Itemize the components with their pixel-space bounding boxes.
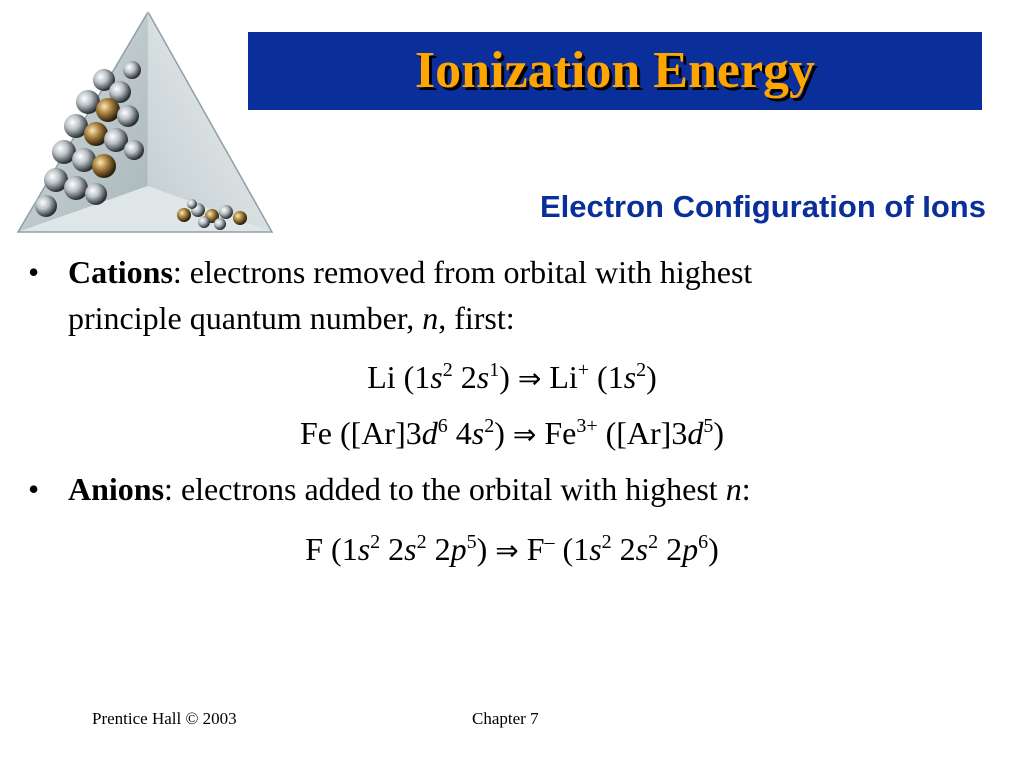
equation-iron: Fe ($[Ar]3d^6$ $4s^2$) ⇒ $Fe^{3+}$ $([Ar]3d^5)$ [300, 415, 724, 451]
slide-title: Ionization Energy [414, 42, 816, 99]
var-n: n [725, 471, 742, 507]
implies-arrow-icon: ⇒ [495, 534, 519, 567]
cations-line1: : electrons removed from orbital with highest [172, 254, 753, 290]
cations-line2-post: , first: [438, 300, 515, 336]
crystal-pyramid-logo [16, 10, 274, 236]
footer-chapter: Chapter 7 [472, 709, 539, 728]
bullet-anions-text [68, 466, 988, 512]
anions-post: : [741, 471, 751, 507]
bullet-cations-text [68, 249, 988, 341]
anions-rest: : electrons added to the orbital with highest [164, 471, 726, 507]
cations-line2-pre: principle quantum number, [68, 300, 423, 336]
term-anions: Anions [68, 471, 165, 507]
footer-publisher: Prentice Hall © 2003 [92, 709, 237, 728]
title-bar [248, 32, 982, 110]
equation-lithium: Li ($1s^2$ $2s^1$) ⇒ Li+ $(1s^2)$ [367, 359, 657, 395]
bullet-marker: • [28, 254, 40, 290]
var-n: n [422, 300, 439, 336]
implies-arrow-icon: ⇒ [517, 362, 542, 395]
bullet-marker: • [28, 471, 40, 507]
term-cations: Cations [68, 254, 173, 290]
slide-subtitle: Electron Configuration of Ions [539, 189, 986, 224]
implies-arrow-icon: ⇒ [512, 418, 537, 451]
equation-fluorine: F ($1s^2$ $2s^2$ $2p^5$) ⇒ F– ($1s^2$ $2s^2$ $2p^6$) [305, 531, 719, 567]
